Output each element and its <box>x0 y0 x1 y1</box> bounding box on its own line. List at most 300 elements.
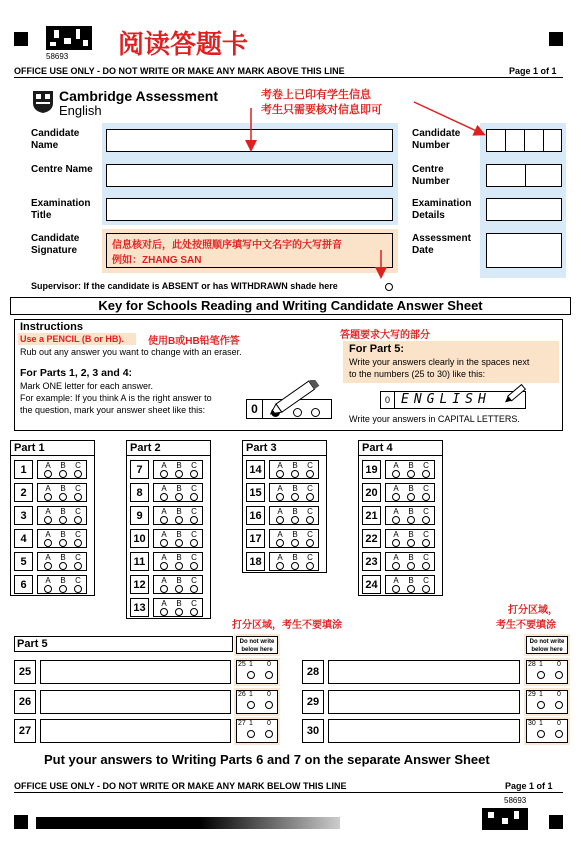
answer-bubble-a[interactable] <box>389 576 403 593</box>
bubble-circle[interactable] <box>306 493 314 501</box>
bubble-circle[interactable] <box>44 470 52 478</box>
option-letter: C <box>307 553 313 562</box>
instruction-example-1: For example: If you think A is the right answer to <box>20 393 212 403</box>
question-row <box>127 572 210 595</box>
bubble-circle[interactable] <box>74 562 82 570</box>
answer-bubble-b[interactable] <box>56 484 70 501</box>
answer-bubble-a[interactable] <box>389 553 403 570</box>
option-letter: B <box>60 507 66 516</box>
answer-bubble-a[interactable] <box>157 461 171 478</box>
answer-bubble-b[interactable] <box>288 553 302 570</box>
answer-bubble-a[interactable] <box>389 530 403 547</box>
sheet-code-bottom: 58693 <box>504 796 527 805</box>
part5-answer-field[interactable] <box>40 719 231 743</box>
answer-bubble-b[interactable] <box>172 484 186 501</box>
option-letter: A <box>161 484 167 493</box>
answer-bubble-a[interactable] <box>389 507 403 524</box>
bubble-circle[interactable] <box>59 470 67 478</box>
bubble-circle[interactable] <box>74 493 82 501</box>
answer-bubble-a[interactable] <box>157 599 171 616</box>
bubble-circle[interactable] <box>422 562 430 570</box>
bubble-circle[interactable] <box>276 470 284 478</box>
registration-mark-bottom-left <box>14 815 28 829</box>
bubble-circle[interactable] <box>392 585 400 593</box>
bubble-circle[interactable] <box>190 516 198 524</box>
option-letter: B <box>60 484 66 493</box>
answer-bubble-b[interactable] <box>404 507 418 524</box>
answer-bubble-c[interactable] <box>303 461 317 478</box>
answer-bubble-c[interactable] <box>187 461 201 478</box>
scoring-mark-label: 0 <box>267 691 271 698</box>
bubble-circle[interactable] <box>74 585 82 593</box>
answer-bubble-a[interactable] <box>273 530 287 547</box>
bubble-circle[interactable] <box>59 585 67 593</box>
answer-bubble-a[interactable] <box>389 484 403 501</box>
option-letter: B <box>408 507 414 516</box>
bubble-circle[interactable] <box>160 493 168 501</box>
scoring-bubble <box>537 671 545 679</box>
question-row <box>359 572 442 595</box>
answer-bubble-c[interactable] <box>71 576 85 593</box>
question-number: 6 <box>14 575 33 594</box>
question-number: 7 <box>130 460 149 479</box>
answer-bubble-a[interactable] <box>389 461 403 478</box>
answer-bubble-c[interactable] <box>419 461 433 478</box>
answer-bubble-c[interactable] <box>71 530 85 547</box>
answer-bubble-c[interactable] <box>419 484 433 501</box>
option-letter: C <box>75 484 81 493</box>
answer-bubble-b[interactable] <box>404 576 418 593</box>
question-row <box>127 549 210 572</box>
part5-scoring-box <box>234 658 280 686</box>
option-letter: A <box>161 461 167 470</box>
bubble-circle[interactable] <box>306 539 314 547</box>
answer-bubble-c[interactable] <box>419 530 433 547</box>
option-letter: A <box>45 507 51 516</box>
question-number: 2 <box>14 483 33 502</box>
option-letter: A <box>45 530 51 539</box>
bubble-circle[interactable] <box>422 493 430 501</box>
scoring-mark-label: 1 <box>249 720 253 727</box>
bubble-circle[interactable] <box>160 516 168 524</box>
option-letter: B <box>60 530 66 539</box>
scoring-question-number: 25 <box>238 661 246 668</box>
bubble-circle[interactable] <box>306 562 314 570</box>
option-letter: A <box>393 530 399 539</box>
bubble-circle[interactable] <box>291 562 299 570</box>
answer-bubble-c[interactable] <box>187 530 201 547</box>
question-row <box>359 457 442 480</box>
answer-options <box>153 529 203 548</box>
answer-bubble-a[interactable] <box>273 484 287 501</box>
answer-bubble-c[interactable] <box>71 484 85 501</box>
question-number: 4 <box>14 529 33 548</box>
answer-bubble-b[interactable] <box>288 461 302 478</box>
scoring-mark-label: 0 <box>267 720 271 727</box>
option-letter: B <box>176 461 182 470</box>
bubble-circle[interactable] <box>407 562 415 570</box>
part-title: Part 1 <box>11 441 94 456</box>
bubble-circle[interactable] <box>392 562 400 570</box>
annotation-pencil: 使用B或HB铅笔作答 <box>148 336 240 347</box>
answer-bubble-b[interactable] <box>404 553 418 570</box>
answer-bubble-c[interactable] <box>419 576 433 593</box>
answer-bubble-a[interactable] <box>41 461 55 478</box>
question-number: 3 <box>14 506 33 525</box>
part5-question-number: 26 <box>14 690 36 714</box>
question-number: 19 <box>362 460 381 479</box>
bubble-circle[interactable] <box>276 539 284 547</box>
answer-options <box>37 529 87 548</box>
option-letter: C <box>307 461 313 470</box>
answer-bubble-c[interactable] <box>187 507 201 524</box>
answer-bubble-b[interactable] <box>172 507 186 524</box>
answer-bubble-b[interactable] <box>172 553 186 570</box>
bubble-circle[interactable] <box>175 562 183 570</box>
question-number: 11 <box>130 552 149 571</box>
bubble-circle[interactable] <box>190 608 198 616</box>
brand-line1: Cambridge Assessment <box>59 88 218 104</box>
timing-track-fade <box>200 817 340 829</box>
question-row <box>243 526 326 549</box>
answer-bubble-a[interactable] <box>41 484 55 501</box>
question-row <box>127 457 210 480</box>
scoring-mark-label: 1 <box>539 691 543 698</box>
bubble-circle[interactable] <box>160 608 168 616</box>
part-title: Part 3 <box>243 441 326 456</box>
option-letter: C <box>307 530 313 539</box>
answer-options <box>37 483 87 502</box>
question-number: 23 <box>362 552 381 571</box>
option-letter: C <box>75 461 81 470</box>
bubble-circle[interactable] <box>175 608 183 616</box>
bubble-circle[interactable] <box>59 516 67 524</box>
answer-bubble-b[interactable] <box>56 576 70 593</box>
answer-bubble-a[interactable] <box>41 507 55 524</box>
centre-number-label: Centre Number <box>412 164 450 187</box>
option-letter: C <box>191 599 197 608</box>
bubble-circle[interactable] <box>407 470 415 478</box>
answer-options <box>385 529 435 548</box>
answer-options <box>385 460 435 479</box>
answer-bubble-b[interactable] <box>288 484 302 501</box>
scoring-mark-label: 0 <box>557 691 561 698</box>
bubble-circle[interactable] <box>422 516 430 524</box>
bubble-circle[interactable] <box>44 585 52 593</box>
scoring-bubble <box>265 730 273 738</box>
answer-bubble-a[interactable] <box>273 553 287 570</box>
scoring-bubble <box>247 730 255 738</box>
scoring-mark-label: 0 <box>557 661 561 668</box>
supervisor-note: Supervisor: If the candidate is ABSENT or has WITHDRAWN shade here <box>31 281 338 291</box>
bubble-circle[interactable] <box>291 539 299 547</box>
bubble-circle[interactable] <box>276 516 284 524</box>
option-letter: A <box>45 553 51 562</box>
answer-bubble-c[interactable] <box>303 530 317 547</box>
option-letter: A <box>393 484 399 493</box>
bubble-circle[interactable] <box>44 516 52 524</box>
bubble-circle[interactable] <box>74 516 82 524</box>
answer-bubble-c[interactable] <box>187 484 201 501</box>
answer-bubble-b[interactable] <box>56 553 70 570</box>
question-row <box>359 480 442 503</box>
part5-answer-field[interactable] <box>40 690 231 714</box>
scoring-bubble <box>555 671 563 679</box>
question-row <box>243 480 326 503</box>
part-4-box <box>358 440 443 596</box>
bubble-circle[interactable] <box>407 585 415 593</box>
answer-bubble-c[interactable] <box>187 576 201 593</box>
bubble-circle[interactable] <box>422 539 430 547</box>
answer-bubble-c[interactable] <box>303 484 317 501</box>
instruction-rub: Rub out any answer you want to change with an eraser. <box>20 347 242 357</box>
page-number-bottom: Page 1 of 1 <box>505 781 553 791</box>
bubble-circle[interactable] <box>190 539 198 547</box>
office-use-top: OFFICE USE ONLY - DO NOT WRITE OR MAKE ANY MARK ABOVE THIS LINE <box>14 66 345 76</box>
question-number: 12 <box>130 575 149 594</box>
answer-bubble-b[interactable] <box>404 530 418 547</box>
bubble-circle[interactable] <box>74 539 82 547</box>
scoring-bubble <box>265 701 273 709</box>
option-letter: A <box>161 530 167 539</box>
bubble-circle[interactable] <box>44 539 52 547</box>
answer-bubble-b[interactable] <box>172 461 186 478</box>
absent-bubble[interactable] <box>385 283 393 291</box>
bubble-circle[interactable] <box>392 493 400 501</box>
answer-options <box>153 506 203 525</box>
option-letter: B <box>292 530 298 539</box>
option-letter: A <box>393 507 399 516</box>
page-title-cn: 阅读答题卡 <box>118 30 249 60</box>
part5-instruction-text-2: to the numbers (25 to 30) like this: <box>349 369 486 379</box>
bubble-circle[interactable] <box>306 470 314 478</box>
question-row <box>11 549 94 572</box>
scoring-question-number: 29 <box>528 691 536 698</box>
bubble-circle[interactable] <box>190 562 198 570</box>
question-row <box>11 572 94 595</box>
question-number: 16 <box>246 506 265 525</box>
option-letter: A <box>161 576 167 585</box>
bubble-circle[interactable] <box>175 585 183 593</box>
bubble-circle[interactable] <box>175 493 183 501</box>
part5-question-number: 29 <box>302 690 324 714</box>
bubble-circle[interactable] <box>291 516 299 524</box>
assessment-date-label: Assessment Date <box>412 233 471 256</box>
answer-bubble-c[interactable] <box>71 553 85 570</box>
option-letter: B <box>408 530 414 539</box>
part5-header <box>14 636 233 652</box>
answer-options <box>269 529 319 548</box>
option-letter: B <box>292 484 298 493</box>
answer-bubble-a[interactable] <box>41 576 55 593</box>
answer-bubble-b[interactable] <box>172 599 186 616</box>
bubble-circle[interactable] <box>59 562 67 570</box>
part5-question-number: 25 <box>14 660 36 684</box>
option-letter: A <box>277 484 283 493</box>
answer-bubble-c[interactable] <box>303 553 317 570</box>
part5-scoring-box <box>234 717 280 745</box>
option-letter: C <box>423 461 429 470</box>
bubble-circle[interactable] <box>291 493 299 501</box>
option-letter: A <box>277 530 283 539</box>
answer-options <box>37 575 87 594</box>
bubble-circle[interactable] <box>407 516 415 524</box>
bubble-circle[interactable] <box>160 562 168 570</box>
sheet-title: Key for Schools Reading and Writing Candidate Answer Sheet <box>10 297 571 315</box>
answer-options <box>269 460 319 479</box>
answer-bubble-b[interactable] <box>56 461 70 478</box>
option-letter: C <box>423 484 429 493</box>
bubble-circle[interactable] <box>44 493 52 501</box>
answer-options <box>269 506 319 525</box>
answer-options <box>385 552 435 571</box>
bubble-circle[interactable] <box>160 585 168 593</box>
answer-bubble-b[interactable] <box>56 530 70 547</box>
sheet-code: 58693 <box>46 52 69 61</box>
question-number: 10 <box>130 529 149 548</box>
answer-bubble-b[interactable] <box>404 461 418 478</box>
question-number: 15 <box>246 483 265 502</box>
bubble-circle[interactable] <box>44 562 52 570</box>
brand-line2: English <box>59 103 102 118</box>
bubble-circle[interactable] <box>175 516 183 524</box>
scoring-bubble <box>247 701 255 709</box>
part5-answer-field[interactable] <box>328 719 520 743</box>
option-letter: B <box>60 576 66 585</box>
option-letter: C <box>191 461 197 470</box>
annotation-printed-info-2: 考生只需要核对信息即可 <box>261 104 382 116</box>
answer-options <box>269 483 319 502</box>
bubble-circle[interactable] <box>160 539 168 547</box>
annotation-capital: 答题要求大写的部分 <box>340 330 430 341</box>
option-letter: C <box>75 507 81 516</box>
answer-bubble-b[interactable] <box>172 576 186 593</box>
answer-bubble-c[interactable] <box>187 599 201 616</box>
bubble-circle[interactable] <box>276 562 284 570</box>
question-row <box>11 480 94 503</box>
exam-title-label: Examination Title <box>31 198 91 221</box>
bubble-circle[interactable] <box>392 516 400 524</box>
answer-bubble-c[interactable] <box>71 461 85 478</box>
answer-bubble-c[interactable] <box>419 507 433 524</box>
answer-bubble-c[interactable] <box>187 553 201 570</box>
option-letter: C <box>75 553 81 562</box>
bubble-circle[interactable] <box>59 539 67 547</box>
bubble-circle[interactable] <box>422 470 430 478</box>
annotation-signature-1: 信息核对后，此处按照顺序填写中文名字的大写拼音 <box>112 240 342 251</box>
option-letter: A <box>45 484 51 493</box>
option-letter: A <box>393 553 399 562</box>
option-letter: A <box>45 461 51 470</box>
bubble-circle[interactable] <box>291 470 299 478</box>
scoring-question-number: 26 <box>238 691 246 698</box>
barcode-bottom-icon <box>482 808 528 830</box>
answer-bubble-c[interactable] <box>71 507 85 524</box>
bubble-circle[interactable] <box>392 470 400 478</box>
answer-bubble-b[interactable] <box>288 507 302 524</box>
bubble-circle[interactable] <box>392 539 400 547</box>
scoring-mark-label: 0 <box>267 661 271 668</box>
part5-scoring-box <box>524 658 570 686</box>
bubble-circle[interactable] <box>59 493 67 501</box>
question-row <box>11 503 94 526</box>
answer-bubble-a[interactable] <box>41 553 55 570</box>
part-title: Part 2 <box>127 441 210 456</box>
registration-mark-bottom-right <box>549 815 563 829</box>
answer-bubble-a[interactable] <box>157 484 171 501</box>
instruction-parts-title: For Parts 1, 2, 3 and 4: <box>20 367 133 379</box>
part5-scoring-box <box>234 688 280 716</box>
part5-answer-field[interactable] <box>40 660 231 684</box>
answer-bubble-a[interactable] <box>157 530 171 547</box>
pencil-icon <box>262 380 328 416</box>
capitals-instruction: Write your answers in CAPITAL LETTERS. <box>349 414 520 424</box>
bubble-circle[interactable] <box>175 539 183 547</box>
answer-bubble-c[interactable] <box>303 507 317 524</box>
option-letter: C <box>75 530 81 539</box>
question-number: 5 <box>14 552 33 571</box>
option-letter: B <box>408 576 414 585</box>
answer-bubble-a[interactable] <box>157 576 171 593</box>
answer-options <box>269 552 319 571</box>
bubble-circle[interactable] <box>407 493 415 501</box>
bubble-circle[interactable] <box>407 539 415 547</box>
option-letter: C <box>423 530 429 539</box>
option-letter: B <box>408 461 414 470</box>
answer-bubble-a[interactable] <box>273 507 287 524</box>
option-letter: B <box>60 553 66 562</box>
bubble-circle[interactable] <box>190 470 198 478</box>
bubble-circle[interactable] <box>190 493 198 501</box>
answer-options <box>37 552 87 571</box>
writing-note: Put your answers to Writing Parts 6 and 7 on the separate Answer Sheet <box>44 752 490 767</box>
option-letter: A <box>161 553 167 562</box>
answer-bubble-a[interactable] <box>157 553 171 570</box>
question-row <box>127 595 210 618</box>
pencil-small-icon <box>500 382 530 406</box>
bubble-circle[interactable] <box>175 470 183 478</box>
bubble-circle[interactable] <box>306 516 314 524</box>
answer-bubble-c[interactable] <box>419 553 433 570</box>
do-not-write-left: Do not write below here <box>234 634 280 656</box>
answer-bubble-b[interactable] <box>172 530 186 547</box>
option-letter: C <box>307 507 313 516</box>
question-number: 8 <box>130 483 149 502</box>
bubble-circle[interactable] <box>74 470 82 478</box>
part5-answer-field[interactable] <box>328 690 520 714</box>
bubble-circle[interactable] <box>160 470 168 478</box>
part5-question-number: 28 <box>302 660 324 684</box>
answer-bubble-a[interactable] <box>157 507 171 524</box>
answer-bubble-b[interactable] <box>404 484 418 501</box>
instruction-pencil: Use a PENCIL (B or HB). <box>20 334 124 344</box>
bubble-circle[interactable] <box>190 585 198 593</box>
option-letter: A <box>277 507 283 516</box>
bubble-circle[interactable] <box>276 493 284 501</box>
scoring-mark-label: 1 <box>249 691 253 698</box>
scoring-bubble <box>555 701 563 709</box>
answer-bubble-b[interactable] <box>56 507 70 524</box>
annotation-scoring-right-2: 考生不要填涂 <box>496 620 556 631</box>
annotation-scoring-right-1: 打分区域， <box>508 605 558 616</box>
answer-bubble-a[interactable] <box>41 530 55 547</box>
bubble-circle[interactable] <box>422 585 430 593</box>
answer-bubble-a[interactable] <box>273 461 287 478</box>
answer-bubble-b[interactable] <box>288 530 302 547</box>
part5-answer-field[interactable] <box>328 660 520 684</box>
option-letter: C <box>75 576 81 585</box>
office-use-bottom: OFFICE USE ONLY - DO NOT WRITE OR MAKE ANY MARK BELOW THIS LINE <box>14 781 347 791</box>
